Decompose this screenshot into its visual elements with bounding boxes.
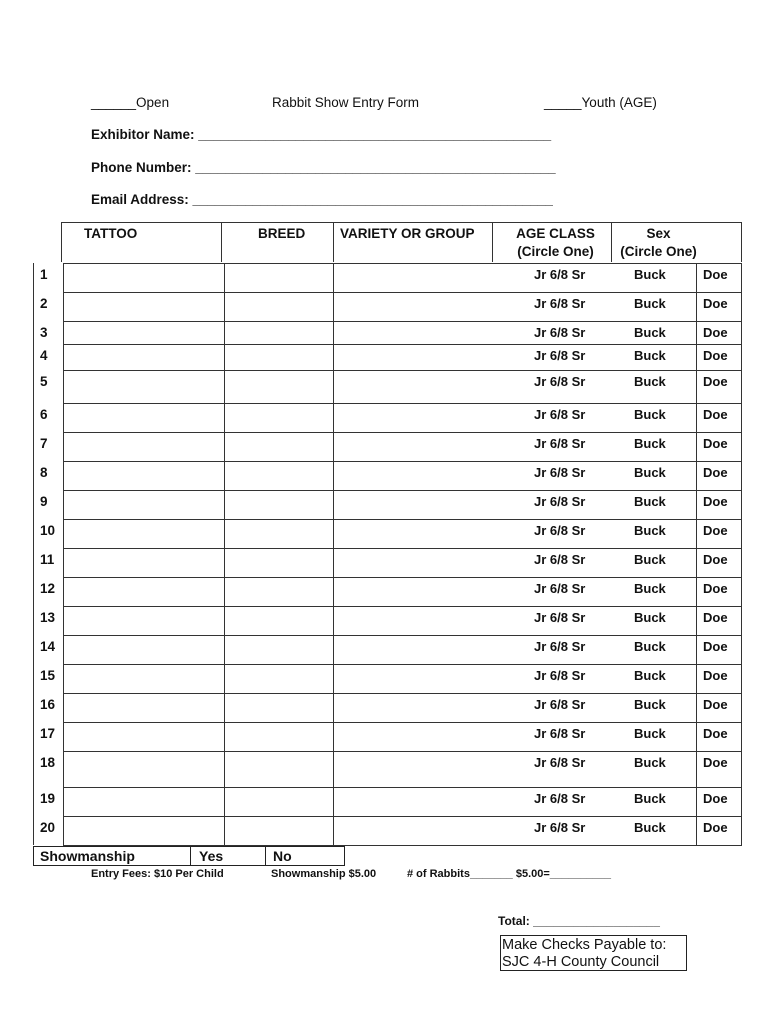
tattoo-cell[interactable] bbox=[64, 433, 223, 461]
row-divider bbox=[63, 577, 742, 578]
age-class-options[interactable]: Jr 6/8 Sr bbox=[534, 523, 586, 538]
variety-cell[interactable] bbox=[334, 607, 492, 635]
row-number: 9 bbox=[40, 494, 48, 509]
showmanship-fee-text: Showmanship $5.00 bbox=[271, 868, 377, 880]
age-class-options[interactable]: Jr 6/8 Sr bbox=[534, 552, 586, 567]
sex-option-buck[interactable]: Buck bbox=[634, 610, 666, 625]
column-divider bbox=[63, 263, 64, 845]
payable-line-2: SJC 4-H County Council bbox=[502, 954, 660, 970]
row-divider bbox=[63, 432, 742, 433]
youth-entry-label: _____Youth (AGE) bbox=[544, 95, 657, 110]
row-number: 10 bbox=[40, 523, 56, 538]
breed-cell[interactable] bbox=[225, 636, 332, 664]
sex-option-doe[interactable]: Doe bbox=[703, 791, 728, 806]
sex-option-doe[interactable]: Doe bbox=[703, 436, 728, 451]
variety-cell[interactable] bbox=[334, 433, 492, 461]
sex-option-buck[interactable]: Buck bbox=[634, 436, 666, 451]
sex-option-buck[interactable]: Buck bbox=[634, 296, 666, 311]
row-divider bbox=[63, 693, 742, 694]
variety-cell[interactable] bbox=[334, 462, 492, 490]
breed-cell[interactable] bbox=[225, 371, 332, 403]
row-divider bbox=[63, 344, 742, 345]
breed-cell[interactable] bbox=[225, 491, 332, 519]
breed-cell[interactable] bbox=[225, 345, 332, 370]
sex-option-doe[interactable]: Doe bbox=[703, 523, 728, 538]
variety-cell[interactable] bbox=[334, 293, 492, 321]
row-number: 16 bbox=[40, 697, 56, 712]
breed-cell[interactable] bbox=[225, 752, 332, 787]
row-divider bbox=[63, 635, 742, 636]
row-divider bbox=[63, 722, 742, 723]
tattoo-cell[interactable] bbox=[64, 752, 223, 787]
breed-cell[interactable] bbox=[225, 433, 332, 461]
sex-option-buck[interactable]: Buck bbox=[634, 374, 666, 389]
age-class-options[interactable]: Jr 6/8 Sr bbox=[534, 296, 586, 311]
sex-option-buck[interactable]: Buck bbox=[634, 726, 666, 741]
tattoo-cell[interactable] bbox=[64, 817, 223, 845]
sex-option-buck[interactable]: Buck bbox=[634, 407, 666, 422]
showmanship-yes: Yes bbox=[199, 848, 224, 864]
age-class-options[interactable]: Jr 6/8 Sr bbox=[534, 407, 586, 422]
row-number: 6 bbox=[40, 407, 48, 422]
breed-cell[interactable] bbox=[225, 462, 332, 490]
showmanship-no: No bbox=[273, 848, 292, 864]
sex-option-doe[interactable]: Doe bbox=[703, 610, 728, 625]
tattoo-cell[interactable] bbox=[64, 264, 223, 292]
row-number: 1 bbox=[40, 267, 48, 282]
variety-cell[interactable] bbox=[334, 665, 492, 693]
age-class-options[interactable]: Jr 6/8 Sr bbox=[534, 581, 586, 596]
sex-option-buck[interactable]: Buck bbox=[634, 791, 666, 806]
column-divider bbox=[224, 263, 225, 845]
showmanship-no-cell[interactable] bbox=[265, 846, 345, 866]
payable-line-1: Make Checks Payable to: bbox=[502, 937, 667, 953]
sex-option-buck[interactable]: Buck bbox=[634, 325, 666, 340]
tattoo-cell[interactable] bbox=[64, 636, 223, 664]
column-header-variety: VARIETY OR GROUP bbox=[340, 226, 475, 241]
tattoo-cell[interactable] bbox=[64, 665, 223, 693]
row-number: 17 bbox=[40, 726, 56, 741]
sex-option-buck[interactable]: Buck bbox=[634, 755, 666, 770]
row-divider bbox=[63, 548, 742, 549]
row-number: 11 bbox=[40, 552, 55, 567]
sex-option-doe[interactable]: Doe bbox=[703, 581, 728, 596]
breed-cell[interactable] bbox=[225, 404, 332, 432]
open-entry-label: ______Open bbox=[91, 95, 170, 110]
sex-option-buck[interactable]: Buck bbox=[634, 697, 666, 712]
age-class-options[interactable]: Jr 6/8 Sr bbox=[534, 668, 586, 683]
total-field: Total: ___________________ bbox=[498, 914, 660, 928]
row-divider bbox=[63, 292, 742, 293]
breed-cell[interactable] bbox=[225, 665, 332, 693]
entry-fees-text: Entry Fees: $10 Per Child bbox=[91, 868, 224, 880]
sex-option-doe[interactable]: Doe bbox=[703, 348, 728, 363]
variety-cell[interactable] bbox=[334, 752, 492, 787]
breed-cell[interactable] bbox=[225, 322, 332, 344]
column-divider bbox=[741, 263, 742, 845]
row-number: 13 bbox=[40, 610, 56, 625]
variety-cell[interactable] bbox=[334, 549, 492, 577]
showmanship-label: Showmanship bbox=[40, 848, 135, 864]
row-number: 20 bbox=[40, 820, 56, 835]
sex-option-doe[interactable]: Doe bbox=[703, 325, 728, 340]
sex-option-doe[interactable]: Doe bbox=[703, 639, 728, 654]
row-divider bbox=[63, 321, 742, 322]
age-class-options[interactable]: Jr 6/8 Sr bbox=[534, 267, 586, 282]
variety-cell[interactable] bbox=[334, 578, 492, 606]
row-number: 3 bbox=[40, 325, 48, 340]
column-divider bbox=[696, 263, 697, 845]
tattoo-cell[interactable] bbox=[64, 788, 223, 816]
row-number: 5 bbox=[40, 374, 48, 389]
column-header-age-class: AGE CLASS bbox=[516, 226, 595, 241]
age-class-options[interactable]: Jr 6/8 Sr bbox=[534, 374, 586, 389]
breed-cell[interactable] bbox=[225, 607, 332, 635]
sex-option-doe[interactable]: Doe bbox=[703, 407, 728, 422]
column-header-tattoo: TATTOO bbox=[84, 226, 138, 241]
sex-option-doe[interactable]: Doe bbox=[703, 267, 728, 282]
showmanship-label-cell bbox=[33, 846, 191, 866]
sex-option-doe[interactable]: Doe bbox=[703, 494, 728, 509]
tattoo-cell[interactable] bbox=[64, 491, 223, 519]
row-number: 19 bbox=[40, 791, 56, 806]
variety-cell[interactable] bbox=[334, 788, 492, 816]
sex-option-buck[interactable]: Buck bbox=[634, 581, 666, 596]
row-divider bbox=[63, 751, 742, 752]
tattoo-cell[interactable] bbox=[64, 462, 223, 490]
age-class-options[interactable]: Jr 6/8 Sr bbox=[534, 325, 586, 340]
row-divider bbox=[63, 816, 742, 817]
age-class-options[interactable]: Jr 6/8 Sr bbox=[534, 494, 586, 509]
age-class-options[interactable]: Jr 6/8 Sr bbox=[534, 348, 586, 363]
row-divider bbox=[63, 461, 742, 462]
breed-cell[interactable] bbox=[225, 520, 332, 548]
age-class-options[interactable]: Jr 6/8 Sr bbox=[534, 697, 586, 712]
tattoo-cell[interactable] bbox=[64, 322, 223, 344]
row-number: 14 bbox=[40, 639, 56, 654]
row-divider bbox=[63, 263, 742, 264]
row-divider bbox=[63, 664, 742, 665]
sex-option-buck[interactable]: Buck bbox=[634, 465, 666, 480]
sex-option-buck[interactable]: Buck bbox=[634, 523, 666, 538]
row-number: 12 bbox=[40, 581, 56, 596]
sex-option-buck[interactable]: Buck bbox=[634, 494, 666, 509]
age-class-options[interactable]: Jr 6/8 Sr bbox=[534, 639, 586, 654]
column-divider bbox=[333, 263, 334, 845]
row-divider bbox=[63, 403, 742, 404]
sex-option-doe[interactable]: Doe bbox=[703, 820, 728, 835]
row-number: 7 bbox=[40, 436, 48, 451]
breed-cell[interactable] bbox=[225, 293, 332, 321]
sex-option-doe[interactable]: Doe bbox=[703, 296, 728, 311]
breed-cell[interactable] bbox=[225, 578, 332, 606]
age-class-options[interactable]: Jr 6/8 Sr bbox=[534, 726, 586, 741]
sex-option-doe[interactable]: Doe bbox=[703, 552, 728, 567]
age-class-options[interactable]: Jr 6/8 Sr bbox=[534, 791, 586, 806]
row-number: 4 bbox=[40, 348, 48, 363]
column-header-sex-note: (Circle One) bbox=[620, 244, 697, 259]
row-divider bbox=[63, 490, 742, 491]
variety-cell[interactable] bbox=[334, 264, 492, 292]
row-divider bbox=[63, 519, 742, 520]
age-class-options[interactable]: Jr 6/8 Sr bbox=[534, 610, 586, 625]
sex-option-buck[interactable]: Buck bbox=[634, 552, 666, 567]
variety-cell[interactable] bbox=[334, 694, 492, 722]
breed-cell[interactable] bbox=[225, 788, 332, 816]
sex-option-buck[interactable]: Buck bbox=[634, 267, 666, 282]
payable-box bbox=[500, 935, 687, 971]
age-class-options[interactable]: Jr 6/8 Sr bbox=[534, 755, 586, 770]
column-header-age-class-note: (Circle One) bbox=[517, 244, 594, 259]
tattoo-cell[interactable] bbox=[64, 578, 223, 606]
row-number: 15 bbox=[40, 668, 56, 683]
tattoo-cell[interactable] bbox=[64, 404, 223, 432]
tattoo-cell[interactable] bbox=[64, 345, 223, 370]
sex-option-buck[interactable]: Buck bbox=[634, 348, 666, 363]
exhibitor-name-field: Exhibitor Name: _______________________________________________ bbox=[91, 127, 552, 142]
sex-option-doe[interactable]: Doe bbox=[703, 465, 728, 480]
row-divider bbox=[63, 606, 742, 607]
row-number: 2 bbox=[40, 296, 48, 311]
rabbit-count-fee-text: # of Rabbits_______ $5.00=__________ bbox=[407, 868, 611, 880]
variety-cell[interactable] bbox=[334, 520, 492, 548]
email-address-field: Email Address: ________________________________________________ bbox=[91, 192, 553, 207]
age-class-options[interactable]: Jr 6/8 Sr bbox=[534, 436, 586, 451]
tattoo-cell[interactable] bbox=[64, 694, 223, 722]
variety-cell[interactable] bbox=[334, 817, 492, 845]
row-number: 18 bbox=[40, 755, 56, 770]
tattoo-cell[interactable] bbox=[64, 607, 223, 635]
sex-option-buck[interactable]: Buck bbox=[634, 668, 666, 683]
sex-option-doe[interactable]: Doe bbox=[703, 697, 728, 712]
tattoo-cell[interactable] bbox=[64, 371, 223, 403]
tattoo-cell[interactable] bbox=[64, 723, 223, 751]
sex-option-buck[interactable]: Buck bbox=[634, 639, 666, 654]
variety-cell[interactable] bbox=[334, 636, 492, 664]
breed-cell[interactable] bbox=[225, 723, 332, 751]
sex-option-doe[interactable]: Doe bbox=[703, 726, 728, 741]
sex-option-doe[interactable]: Doe bbox=[703, 374, 728, 389]
variety-cell[interactable] bbox=[334, 723, 492, 751]
breed-cell[interactable] bbox=[225, 817, 332, 845]
column-divider bbox=[33, 263, 34, 845]
variety-cell[interactable] bbox=[334, 404, 492, 432]
row-number: 8 bbox=[40, 465, 48, 480]
tattoo-cell[interactable] bbox=[64, 520, 223, 548]
row-divider bbox=[63, 787, 742, 788]
age-class-options[interactable]: Jr 6/8 Sr bbox=[534, 465, 586, 480]
breed-cell[interactable] bbox=[225, 694, 332, 722]
phone-number-field: Phone Number: ________________________________________________ bbox=[91, 160, 556, 175]
form-title: Rabbit Show Entry Form bbox=[272, 95, 420, 110]
sex-option-doe[interactable]: Doe bbox=[703, 668, 728, 683]
showmanship-yes-cell[interactable] bbox=[190, 846, 266, 866]
variety-cell[interactable] bbox=[334, 371, 492, 403]
column-header-sex: Sex bbox=[646, 226, 671, 241]
variety-cell[interactable] bbox=[334, 491, 492, 519]
variety-cell[interactable] bbox=[334, 345, 492, 370]
tattoo-cell[interactable] bbox=[64, 549, 223, 577]
variety-cell[interactable] bbox=[334, 322, 492, 344]
row-divider bbox=[63, 370, 742, 371]
breed-cell[interactable] bbox=[225, 264, 332, 292]
column-header-breed: BREED bbox=[258, 226, 306, 241]
age-class-options[interactable]: Jr 6/8 Sr bbox=[534, 820, 586, 835]
tattoo-cell[interactable] bbox=[64, 293, 223, 321]
sex-option-buck[interactable]: Buck bbox=[634, 820, 666, 835]
sex-option-doe[interactable]: Doe bbox=[703, 755, 728, 770]
breed-cell[interactable] bbox=[225, 549, 332, 577]
